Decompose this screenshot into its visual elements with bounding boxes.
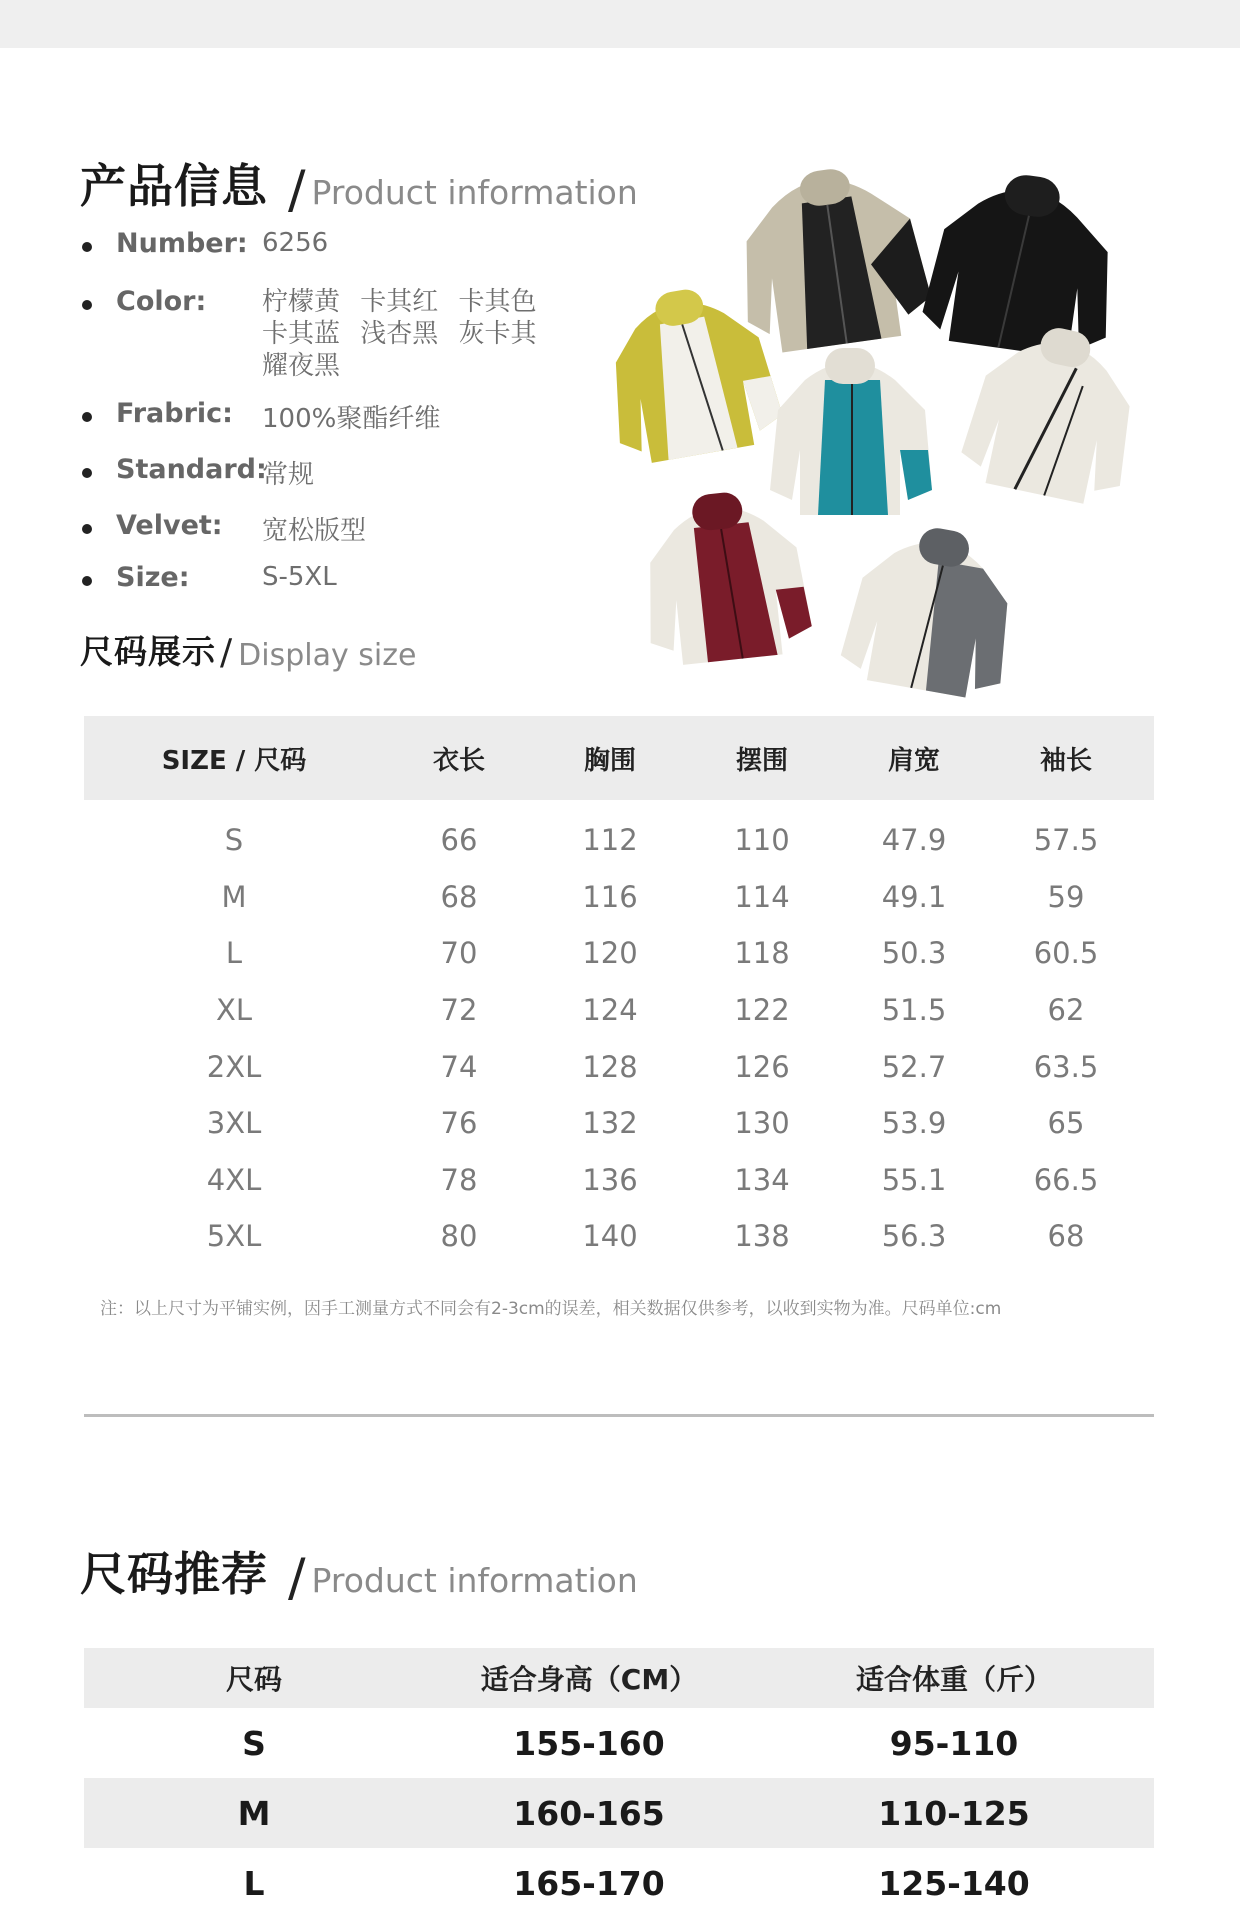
table-row <box>84 1778 1154 1848</box>
table-cell: 80 <box>440 1219 478 1254</box>
spec-color-values <box>262 286 537 382</box>
table-cell: 47.9 <box>881 823 947 858</box>
table-cell: XL <box>215 993 253 1028</box>
table-cell: 5XL <box>206 1219 262 1254</box>
header-cell: 肩宽 <box>887 745 940 776</box>
product-photo-jackets <box>600 150 1160 710</box>
spec-value: 6256 <box>262 228 329 258</box>
table-cell: 72 <box>440 993 478 1028</box>
heading-slash: / <box>288 1548 306 1608</box>
table-cell: 3XL <box>206 1106 262 1141</box>
spec-number <box>80 228 328 259</box>
table-cell: 124 <box>582 993 638 1028</box>
recommend-table <box>84 1648 1154 1918</box>
table-cell: M <box>221 879 247 914</box>
table-cell: L <box>243 1863 265 1903</box>
table-cell: L <box>225 936 243 971</box>
table-row <box>84 1038 1154 1095</box>
table-cell: 78 <box>440 1162 478 1197</box>
top-bar <box>0 0 1240 48</box>
spec-label: Number: <box>116 228 248 259</box>
table-cell: 112 <box>582 823 638 858</box>
table-row <box>84 812 1154 869</box>
header-cell: 衣长 <box>432 745 485 776</box>
table-row <box>84 1708 1154 1778</box>
bullet-icon <box>82 300 92 310</box>
jacket-night-black <box>919 163 1127 362</box>
product-info-title-cn: 产品信息 <box>80 159 268 213</box>
table-cell: 68 <box>1047 1219 1085 1254</box>
bullet-icon <box>82 412 92 422</box>
table-cell: 68 <box>440 879 478 914</box>
table-row <box>84 1095 1154 1152</box>
table-cell: 65 <box>1047 1106 1085 1141</box>
recommend-table-header <box>84 1648 1154 1708</box>
table-cell: 60.5 <box>1033 936 1099 971</box>
table-row <box>84 982 1154 1039</box>
display-size-title-cn: 尺码展示 <box>80 632 216 671</box>
table-cell: 110-125 <box>878 1793 1030 1833</box>
table-cell: 59 <box>1047 879 1085 914</box>
table-cell: 56.3 <box>881 1219 947 1254</box>
spec-label: Standard: <box>116 454 267 485</box>
bullet-icon <box>82 242 92 252</box>
spec-color <box>80 286 537 382</box>
color-line: 柠檬黄 卡其红 卡其色 <box>262 287 537 317</box>
table-cell: S <box>224 823 244 858</box>
table-row <box>84 869 1154 926</box>
size-table-header <box>84 716 1154 800</box>
table-cell: 130 <box>734 1106 790 1141</box>
jacket-khaki-blue <box>770 348 932 515</box>
table-cell: 76 <box>440 1106 478 1141</box>
bullet-icon <box>82 524 92 534</box>
header-cell: 适合身高（CM） <box>480 1663 698 1696</box>
spec-standard <box>80 454 314 491</box>
color-line: 卡其蓝 浅杏黑 灰卡其 <box>262 319 537 349</box>
table-row <box>84 925 1154 982</box>
jacket-grey-khaki <box>837 515 1025 703</box>
recommend-title-cn: 尺码推荐 <box>80 1547 268 1601</box>
section-divider <box>84 1414 1154 1417</box>
spec-value: 100%聚酯纤维 <box>262 404 441 434</box>
table-cell: 2XL <box>206 1049 262 1084</box>
spec-label: Velvet: <box>116 510 223 541</box>
table-row <box>84 1848 1154 1918</box>
spec-label: Frabric: <box>116 398 233 429</box>
table-cell: 120 <box>582 936 638 971</box>
header-cell: 尺码 <box>225 1663 282 1696</box>
product-info-heading <box>80 150 638 220</box>
header-cell: 袖长 <box>1039 745 1092 776</box>
table-cell: 116 <box>582 879 638 914</box>
table-row <box>84 1208 1154 1265</box>
spec-value: 宽松版型 <box>262 516 367 546</box>
bullet-icon <box>82 468 92 478</box>
jacket-khaki-red <box>636 485 815 668</box>
table-cell: 57.5 <box>1033 823 1099 858</box>
product-info-title-en: Product information <box>311 173 638 212</box>
table-cell: 118 <box>734 936 790 971</box>
size-table <box>84 716 1154 1265</box>
table-cell: 128 <box>582 1049 638 1084</box>
header-cell: SIZE / 尺码 <box>161 745 307 776</box>
heading-slash: / <box>288 160 306 220</box>
header-cell: 摆围 <box>735 745 788 776</box>
spec-velvet <box>80 510 366 547</box>
table-cell: 4XL <box>206 1162 262 1197</box>
bullet-icon <box>82 576 92 586</box>
heading-slash: / <box>220 632 233 673</box>
table-cell: 51.5 <box>881 993 947 1028</box>
table-cell: S <box>242 1723 266 1763</box>
table-row <box>84 1152 1154 1209</box>
table-cell: 49.1 <box>881 879 947 914</box>
table-cell: 55.1 <box>881 1162 947 1197</box>
table-cell: 53.9 <box>881 1106 947 1141</box>
table-cell: 52.7 <box>881 1049 947 1084</box>
spec-fabric <box>80 398 440 435</box>
table-cell: M <box>237 1793 271 1833</box>
color-line: 耀夜黑 <box>262 351 341 381</box>
table-cell: 132 <box>582 1106 638 1141</box>
spec-value: S-5XL <box>262 562 337 592</box>
table-cell: 66 <box>440 823 478 858</box>
header-cell: 胸围 <box>583 745 636 776</box>
recommend-title-en: Product information <box>311 1561 638 1600</box>
table-cell: 136 <box>582 1162 638 1197</box>
table-cell: 50.3 <box>881 936 947 971</box>
table-cell: 134 <box>734 1162 790 1197</box>
table-cell: 70 <box>440 936 478 971</box>
table-cell: 62 <box>1047 993 1085 1028</box>
size-table-body <box>84 800 1154 1265</box>
table-cell: 110 <box>734 823 790 858</box>
table-cell: 155-160 <box>513 1723 665 1763</box>
table-cell: 138 <box>734 1219 790 1254</box>
jacket-khaki-black <box>728 158 936 357</box>
table-cell: 66.5 <box>1033 1162 1099 1197</box>
display-size-title-en: Display size <box>238 638 417 673</box>
table-cell: 165-170 <box>513 1863 665 1903</box>
spec-label: Size: <box>116 562 190 593</box>
table-cell: 160-165 <box>513 1793 665 1833</box>
spec-size <box>80 562 337 593</box>
display-size-heading <box>80 626 416 673</box>
size-recommend-heading <box>80 1538 638 1608</box>
table-cell: 74 <box>440 1049 478 1084</box>
measurement-note: 注：以上尺寸为平铺实例，因手工测量方式不同会有2-3cm的误差，相关数据仅供参考，以收到实物为准。尺码单位:cm <box>100 1299 1002 1319</box>
table-cell: 114 <box>734 879 790 914</box>
table-cell: 122 <box>734 993 790 1028</box>
table-cell: 126 <box>734 1049 790 1084</box>
table-cell: 63.5 <box>1033 1049 1099 1084</box>
spec-value: 常规 <box>262 460 315 490</box>
header-cell: 适合体重（斤） <box>855 1663 1052 1696</box>
table-cell: 125-140 <box>878 1863 1030 1903</box>
table-cell: 95-110 <box>889 1723 1019 1763</box>
spec-label: Color: <box>116 286 207 317</box>
table-cell: 140 <box>582 1219 638 1254</box>
